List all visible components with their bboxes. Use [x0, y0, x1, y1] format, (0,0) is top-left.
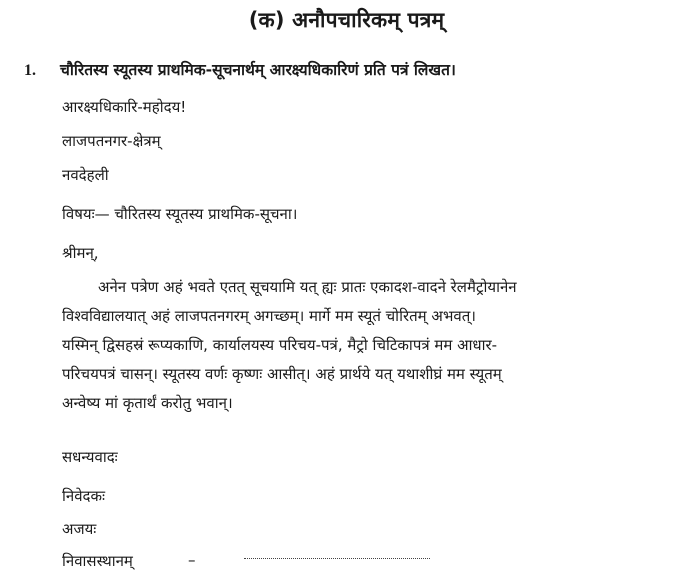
- letter-body: [62, 273, 610, 418]
- residence-dash: –: [188, 551, 196, 569]
- residence-blank-line: [244, 558, 430, 559]
- question-text: चौरितस्य स्यूतस्य प्राथमिक-सूचनार्थम् आरक्ष्यधिकारिणं प्रति पत्रं लिखत।: [60, 61, 456, 79]
- residence-label: निवासस्थानम्: [62, 552, 133, 570]
- question-row: [24, 58, 685, 80]
- subject-line: विषयः— चौरितस्य स्यूतस्य प्राथमिक-सूचना।: [62, 205, 298, 223]
- sender-label: निवेदकः: [62, 487, 106, 505]
- body-line: यस्मिन् द्विसहस्रं रूप्यकाणि, कार्यालयस्य परिचय-पत्रं, मैट्रो चिटिकापत्रं मम आधार-: [62, 336, 498, 354]
- body-line: विश्वविद्यालयात् अहं लाजपतनगरम् अगच्छम्। मार्गे मम स्यूतं चोरितम् अभवत्।: [62, 307, 476, 325]
- sender-name: अजयः: [62, 520, 97, 538]
- address-line-2: लाजपतनगर-क्षेत्रम्: [62, 132, 161, 150]
- question-number: 1.: [24, 62, 36, 79]
- body-line: अन्वेष्य मां कृतार्थं करोतु भवान्।: [62, 394, 233, 412]
- body-line: अनेन पत्रेण अहं भवते एतत् सूचयामि यत् ह्यः प्रातः एकादश-वादने रेलमैट्रोयानेन: [98, 278, 517, 296]
- body-line: परिचयपत्रं चासन्। स्यूतस्य वर्णः कृष्णः आसीत्। अहं प्रार्थये यत् यथाशीघ्रं मम स्यूतम्: [62, 365, 502, 383]
- section-title: (क) अनौपचारिकम् पत्रम्: [248, 8, 445, 32]
- closing: सधन्यवादः: [62, 448, 118, 466]
- salutation: श्रीमन्,: [62, 244, 99, 262]
- address-line-1: आरक्ष्यधिकारि-महोदय!: [62, 98, 187, 116]
- address-line-3: नवदेहली: [62, 166, 109, 184]
